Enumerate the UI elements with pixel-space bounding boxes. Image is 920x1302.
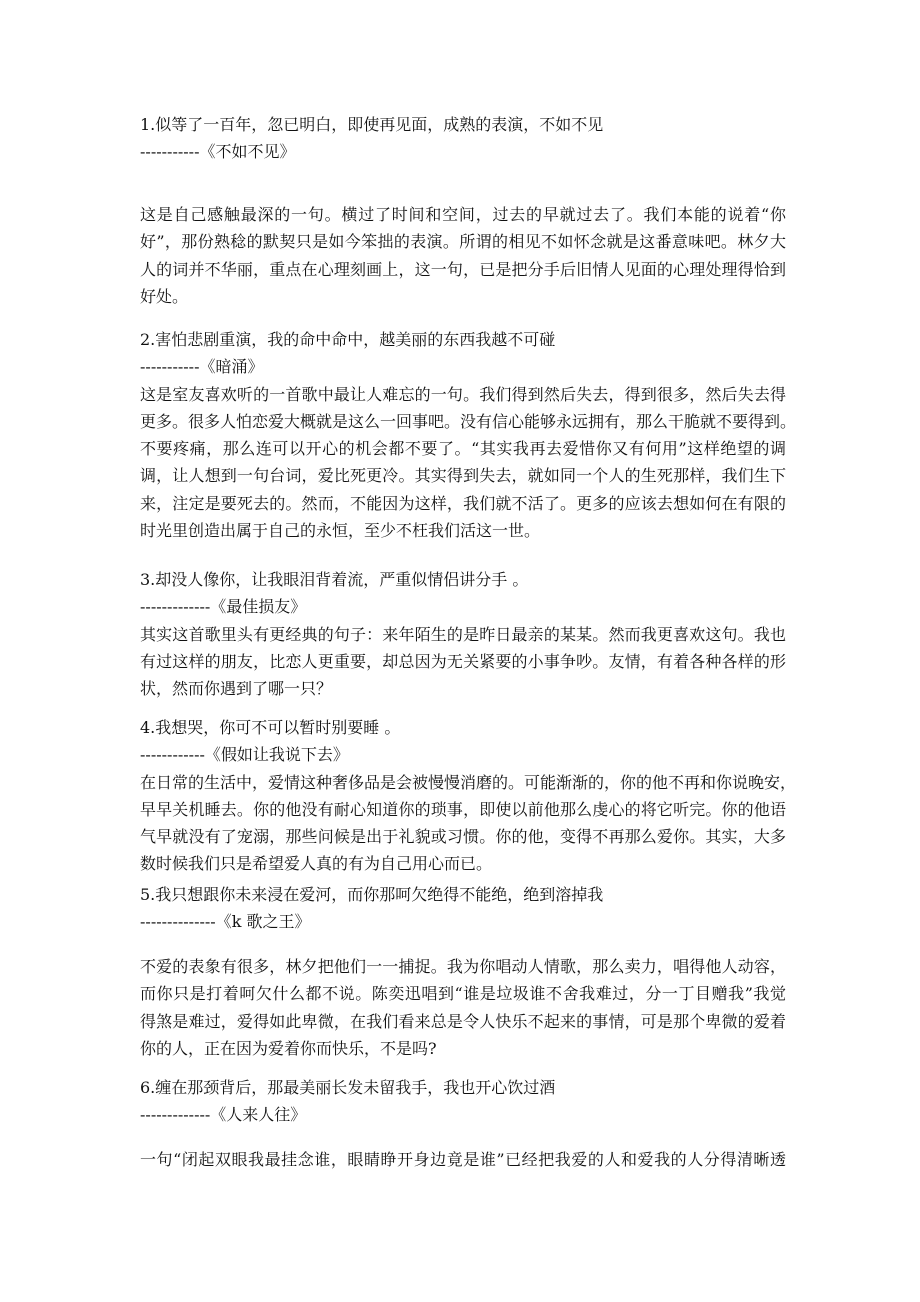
quote-source: -----------《暗涌》 xyxy=(140,357,264,377)
body-line: 有过这样的朋友，比恋人更重要，却总因为无关紧要的小事争吵。友情，有着各种各样的形 xyxy=(140,651,786,671)
body-line: 你的人，正在因为爱着你而快乐，不是吗? xyxy=(140,1038,437,1058)
quote-source: -------------《最佳损友》 xyxy=(140,597,307,617)
body-line: 不要疼痛，那么连可以开心的机会都不要了。“其实我再去爱惜你又有何用”这样绝望的调 xyxy=(140,439,786,459)
section-5-body xyxy=(140,953,786,1062)
body-line: 不爱的表象有很多，林夕把他们一一捕捉。我为你唱动人情歌，那么卖力，唱得他人动容， xyxy=(140,957,786,976)
body-line: 时光里创造出属于自己的永恒，至少不枉我们活这一世。 xyxy=(140,521,541,541)
body-line: 在日常的生活中，爱情这种奢侈品是会被慢慢消磨的。可能渐渐的，你的他不再和你说晚安， xyxy=(140,772,797,792)
body-line: 早早关机睡去。你的他没有耐心知道你的琐事，即使以前他那么虔心的将它听完。你的他语 xyxy=(140,799,786,819)
body-line: 气早就没有了宠溺，那些问候是出于礼貌或习惯。你的他，变得不再那么爱你。其实，大多 xyxy=(140,827,786,847)
section-6-heading xyxy=(140,1074,786,1129)
body-line: 好”，那份熟稔的默契只是如今笨拙的表演。所谓的相见不如怀念就是这番意味吧。林夕大 xyxy=(140,232,786,252)
quote-source: -------------《人来人往》 xyxy=(140,1105,307,1125)
quote-source: -----------《不如不见》 xyxy=(140,142,296,162)
quote-title: 3.却没人像你，让我眼泪背着流，严重似情侣讲分手 。 xyxy=(140,570,529,589)
body-line: 而你只是打着呵欠什么都不说。陈奕迅唱到“谁是垃圾谁不舍我难过，分一丁目赠我”我觉 xyxy=(140,984,786,1004)
quote-title: 5.我只想跟你未来浸在爱河，而你那呵欠绝得不能绝，绝到溶掉我 xyxy=(140,885,604,904)
section-1-body xyxy=(140,201,786,310)
quote-title: 6.缠在那颈背后，那最美丽长发未留我手，我也开心饮过酒 xyxy=(140,1078,556,1097)
body-line: 人的词并不华丽，重点在心理刻画上，这一句，已是把分手后旧情人见面的心理处理得恰到 xyxy=(140,259,786,279)
body-line: 调，让人想到一句台词，爱比死更冷。其实得到失去，就如同一个人的生死那样，我们生下 xyxy=(140,466,786,486)
section-2 xyxy=(140,326,797,544)
section-6-body xyxy=(140,1146,786,1173)
quote-title: 4.我想哭，你可不可以暂时别要睡 。 xyxy=(140,718,401,737)
section-5-heading xyxy=(140,881,786,936)
body-line: 这是室友喜欢听的一首歌中最让人难忘的一句。我们得到然后失去，得到很多，然后失去得 xyxy=(140,384,786,404)
body-line: 其实这首歌里头有更经典的句子：来年陌生的是昨日最亲的某某。然而我更喜欢这句。我也 xyxy=(140,624,786,644)
body-line: 状，然而你遇到了哪一只？ xyxy=(140,679,333,699)
body-line: 这是自己感触最深的一句。横过了时间和空间，过去的早就过去了。我们本能的说着“你 xyxy=(140,205,786,224)
section-3 xyxy=(140,566,786,702)
body-line: 好处。 xyxy=(140,286,189,306)
section-4 xyxy=(140,714,797,878)
quote-source: --------------《k 歌之王》 xyxy=(140,912,311,932)
body-line: 得煞是难过，爱得如此卑微，在我们看来总是令人快乐不起来的事情，可是那个卑微的爱着 xyxy=(140,1011,786,1031)
quote-source: ------------《假如让我说下去》 xyxy=(140,745,349,765)
body-line: 数时候我们只是希望爱人真的有为自己用心而已。 xyxy=(140,854,493,874)
body-line: 来，注定是要死去的。然而，不能因为这样，我们就不活了。更多的应该去想如何在有限的 xyxy=(140,493,786,513)
body-line: 更多。很多人怕恋爱大概就是这么一回事吧。没有信心能够永远拥有，那么干脆就不要得到。 xyxy=(140,411,797,431)
section-1-heading xyxy=(140,111,786,166)
body-line: 一句“闭起双眼我最挂念谁，眼睛睁开身边竟是谁”已经把我爱的人和爱我的人分得清晰透 xyxy=(140,1150,786,1169)
quote-title: 2.害怕悲剧重演，我的命中命中，越美丽的东西我越不可碰 xyxy=(140,330,556,349)
quote-title: 1.似等了一百年，忽已明白，即使再见面，成熟的表演，不如不见 xyxy=(140,115,604,134)
